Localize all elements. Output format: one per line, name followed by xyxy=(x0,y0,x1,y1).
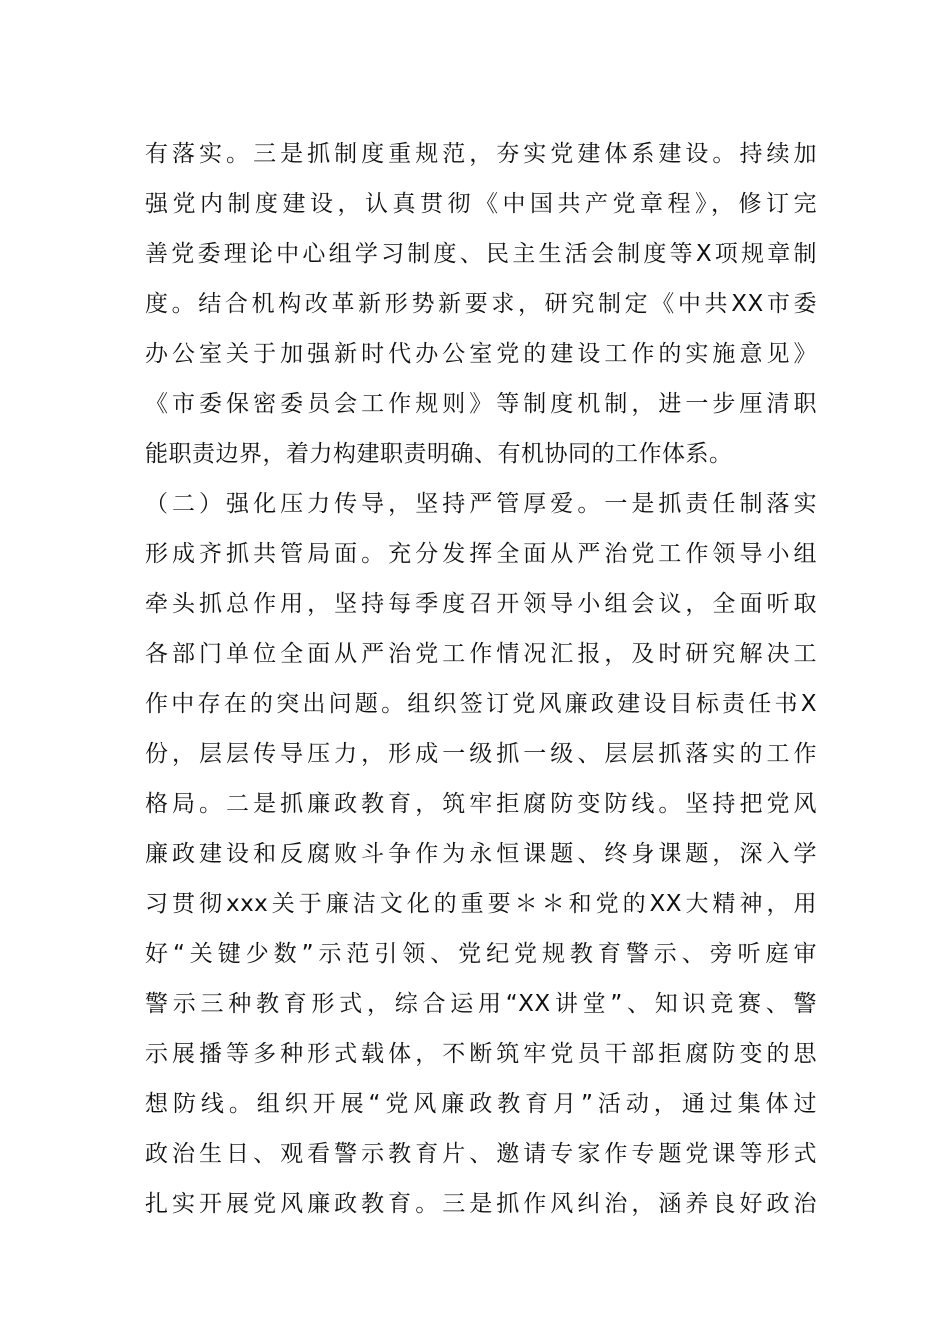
text-line: 警示三种教育形式，综合运用“XX讲堂”、知识竞赛、警 xyxy=(145,991,817,1017)
text-line: 廉政建设和反腐败斗争作为永恒课题、终身课题，深入学 xyxy=(145,841,817,867)
text-line: 度。结合机构改革新形势新要求，研究制定《中共XX市委 xyxy=(145,291,817,317)
text-line: 习贯彻xxx关于廉洁文化的重要＊＊和党的XX大精神，用 xyxy=(145,891,817,917)
text-line: 政治生日、观看警示教育片、邀请专家作专题党课等形式 xyxy=(145,1141,817,1167)
text-line: 牵头抓总作用，坚持每季度召开领导小组会议，全面听取 xyxy=(145,591,817,617)
text-line: 扎实开展党风廉政教育。三是抓作风纠治，涵养良好政治 xyxy=(145,1191,817,1217)
text-line: 格局。二是抓廉政教育，筑牢拒腐防变防线。坚持把党风 xyxy=(145,791,817,817)
text-line: 《市委保密委员会工作规则》等制度机制，进一步厘清职 xyxy=(145,391,817,417)
text-line: 份，层层传导压力，形成一级抓一级、层层抓落实的工作 xyxy=(145,741,817,767)
text-line: 想防线。组织开展“党风廉政教育月”活动，通过集体过 xyxy=(145,1091,817,1117)
text-line: 强党内制度建设，认真贯彻《中国共产党章程》，修订完 xyxy=(145,191,817,217)
text-line: 好“关键少数”示范引领、党纪党规教育警示、旁听庭审 xyxy=(145,941,817,967)
text-line: 形成齐抓共管局面。充分发挥全面从严治党工作领导小组 xyxy=(145,541,817,567)
text-line: 善党委理论中心组学习制度、民主生活会制度等X项规章制 xyxy=(145,241,817,267)
body-text xyxy=(145,129,817,1229)
section-heading-line: （二）强化压力传导，坚持严管厚爱。一是抓责任制落实 xyxy=(145,491,817,517)
text-line: 能职责边界，着力构建职责明确、有机协同的工作体系。 xyxy=(145,441,733,467)
text-line: 示展播等多种形式载体，不断筑牢党员干部拒腐防变的思 xyxy=(145,1041,817,1067)
text-line: 有落实。三是抓制度重规范，夯实党建体系建设。持续加 xyxy=(145,141,817,167)
text-line: 办公室关于加强新时代办公室党的建设工作的实施意见》 xyxy=(145,341,817,367)
text-line: 各部门单位全面从严治党工作情况汇报，及时研究解决工 xyxy=(145,641,817,667)
text-line: 作中存在的突出问题。组织签订党风廉政建设目标责任书X xyxy=(145,691,817,717)
